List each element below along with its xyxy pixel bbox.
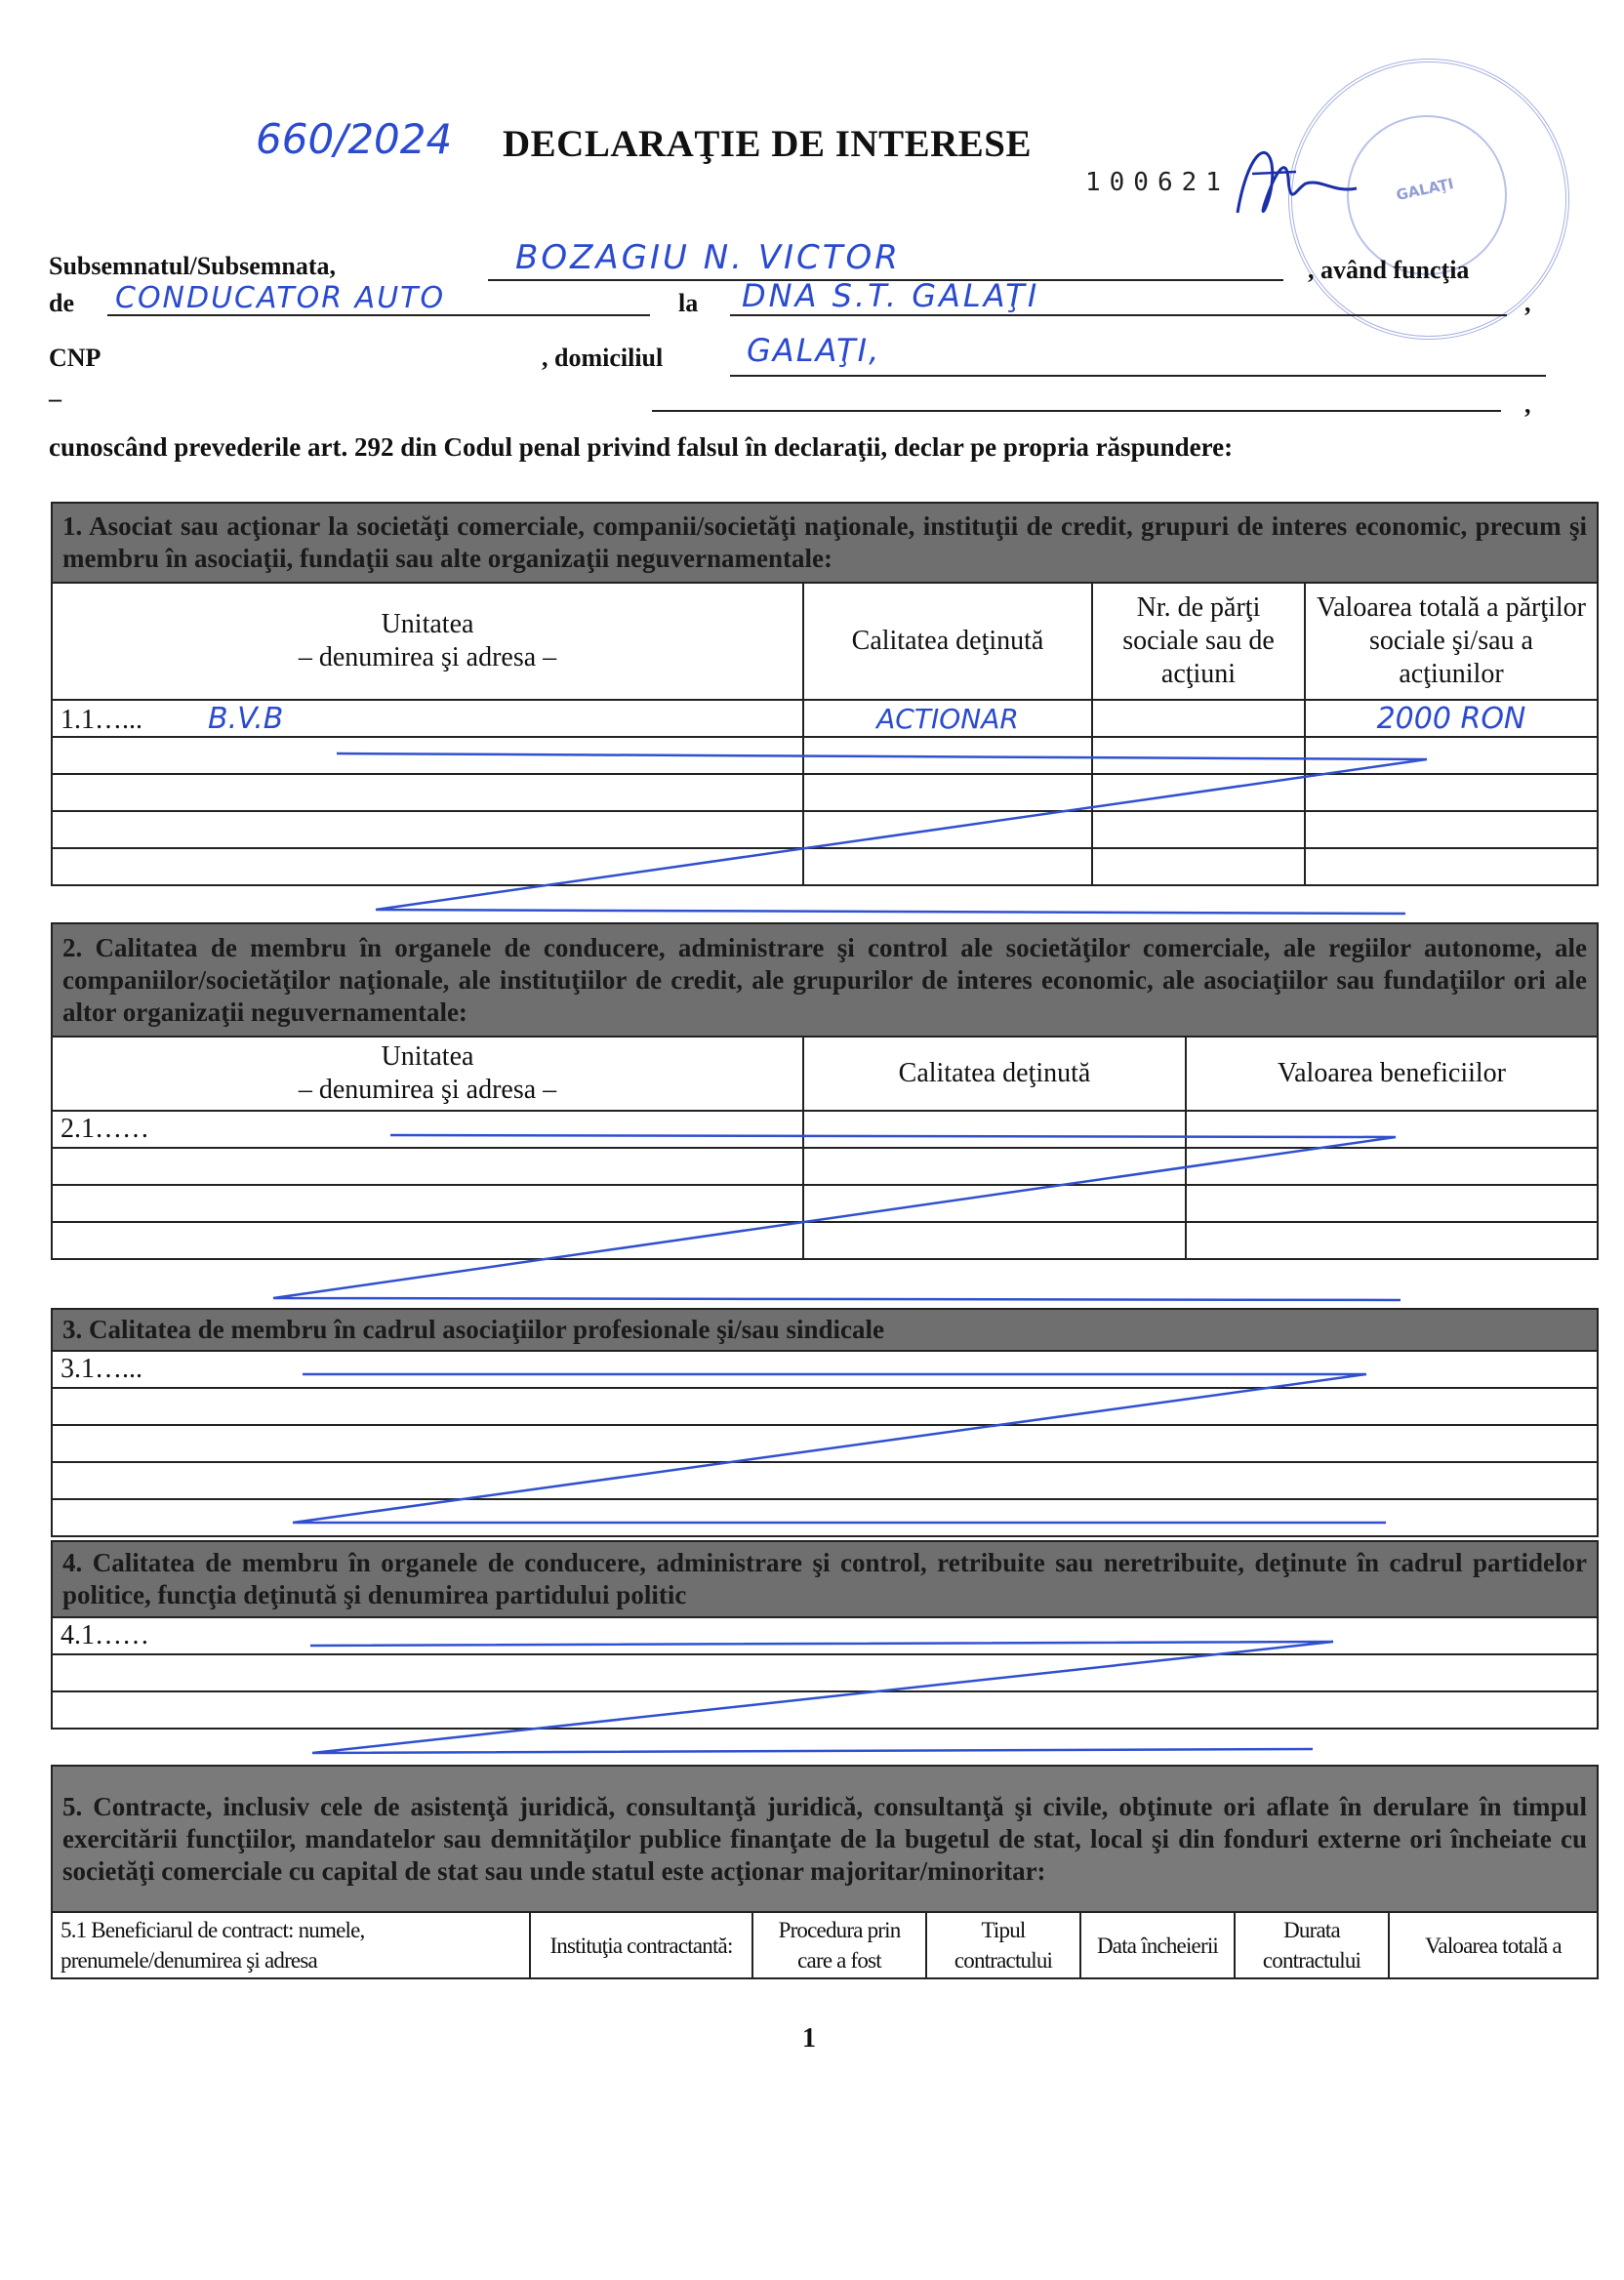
handwritten-registration-number: 660/2024 (256, 115, 453, 163)
section-2-title: 2. Calitatea de membru în organele de conducere, administrare şi control ale societăţilor comerciale, ale regiilor autonome, ale companiilor/societăţilor naţionale, ale instituţiilor de credit, ale grupurilor de interes economic, ale asociaţiilor sau fundaţiilor ori ale altor organizaţii neguvernamentale: (52, 923, 1598, 1037)
col2-calitatea: Calitatea deţinută (803, 1037, 1186, 1111)
col5-durata: Durata contractului (1235, 1912, 1389, 1978)
section-2-z-stroke (273, 1135, 1401, 1300)
page-title: DECLARAŢIE DE INTERESE (503, 123, 1032, 165)
row-3-1-label: 3.1…... (52, 1351, 1598, 1388)
avand-functia-label: , având funcţia (1308, 256, 1470, 284)
col2-unitatea-label: Unitatea (381, 1041, 474, 1072)
col5-valoarea: Valoarea totală a (1389, 1912, 1598, 1978)
col-calitatea: Calitatea deţinută (803, 583, 1092, 700)
cnp-label: CNP (49, 344, 102, 372)
stamp-text: GALAŢI (1394, 174, 1456, 205)
stamped-registration-number: 100621 (1085, 168, 1230, 197)
subsemnatul-label: Subsemnatul/Subsemnata, (49, 252, 337, 280)
col-nr-parti: Nr. de părţi sociale sau de acţiuni (1092, 583, 1305, 700)
section-1-title: 1. Asociat sau acţionar la societăţi comerciale, companii/societăţi naţionale, instituţii de credit, grupuri de interes economic, precum şi membru în asociaţii, fundaţii sau alte organizaţii neguvernamentale: (52, 503, 1598, 583)
row-1-1-label: 1.1…... (61, 704, 142, 735)
col5-institutia: Instituţia contractantă: (530, 1912, 752, 1978)
section-3-title: 3. Calitatea de membru în cadrul asociaţiilor profesionale şi/sau sindicale (52, 1309, 1598, 1351)
institutie-value: DNA S.T. GALAŢI (742, 277, 1040, 314)
section-4-title: 4. Calitatea de membru în organele de conducere, administrare şi control, retribuite sau neretribuite, deţinute în cadrul partidelor politice, funcţia deţinută şi denumirea partidului politic (52, 1541, 1598, 1617)
section-1-z-stroke (337, 753, 1427, 914)
dash-line: – (49, 385, 61, 413)
col5-procedura: Procedura prin care a fost (752, 1912, 926, 1978)
section-4-z-stroke (310, 1642, 1333, 1753)
col5-tipul: Tipul contractului (926, 1912, 1080, 1978)
col2-valoarea-beneficiilor: Valoarea beneficiilor (1186, 1037, 1598, 1111)
statement-text: cunoscând prevederile art. 292 din Codul penal privind falsul în declaraţii, declar pe propria răspundere: (49, 432, 1234, 462)
domiciliu-value: GALAŢI, (747, 332, 881, 369)
section-3-z-stroke (293, 1374, 1386, 1523)
trailing-comma: , (1524, 289, 1531, 317)
col-unitatea-label: Unitatea (381, 609, 474, 639)
row-1-1-valoare: 2000 RON (1305, 700, 1598, 737)
section-5-title: 5. Contracte, inclusiv cele de asistenţă juridică, consultanţă juridică, consultanţă şi civile, obţinute ori aflate în derulare în timpul exercitării funcţiilor, mandatelor sau demnităţilor publice finanţate de la bugetul de stat, local şi din fonduri externe ori încheiate cu societăţi comerciale cu capital de stat sau unde statul este acţionar majoritar/minoritar: (52, 1766, 1598, 1912)
page-number: 1 (802, 2023, 816, 2054)
row-4-1-label: 4.1…… (52, 1617, 1598, 1654)
domiciliul-label: , domiciliul (542, 344, 664, 372)
col-valoarea-label: Valoarea totală a părţilor sociale şi/sau a acţiunilor (1317, 592, 1586, 689)
de-label: de (49, 289, 74, 317)
functie-value: CONDUCATOR AUTO (115, 281, 446, 315)
col5-beneficiar: 5.1 Beneficiarul de contract: numele, prenumele/denumirea şi adresa (52, 1912, 530, 1978)
row-1-1-calitatea: ACTIONAR (803, 700, 1092, 737)
row-2-1-label: 2.1…… (52, 1111, 803, 1148)
trailing-comma-2: , (1524, 390, 1531, 419)
la-label: la (678, 289, 699, 317)
name-value: BOZAGIU N. VICTOR (515, 238, 901, 277)
col5-data: Data încheierii (1080, 1912, 1235, 1978)
col-unitatea-sub: – denumirea şi adresa – (298, 642, 557, 672)
col2-unitatea-sub: – denumirea şi adresa – (298, 1075, 557, 1105)
row-1-1-unitate-value: B.V.B (208, 701, 284, 736)
